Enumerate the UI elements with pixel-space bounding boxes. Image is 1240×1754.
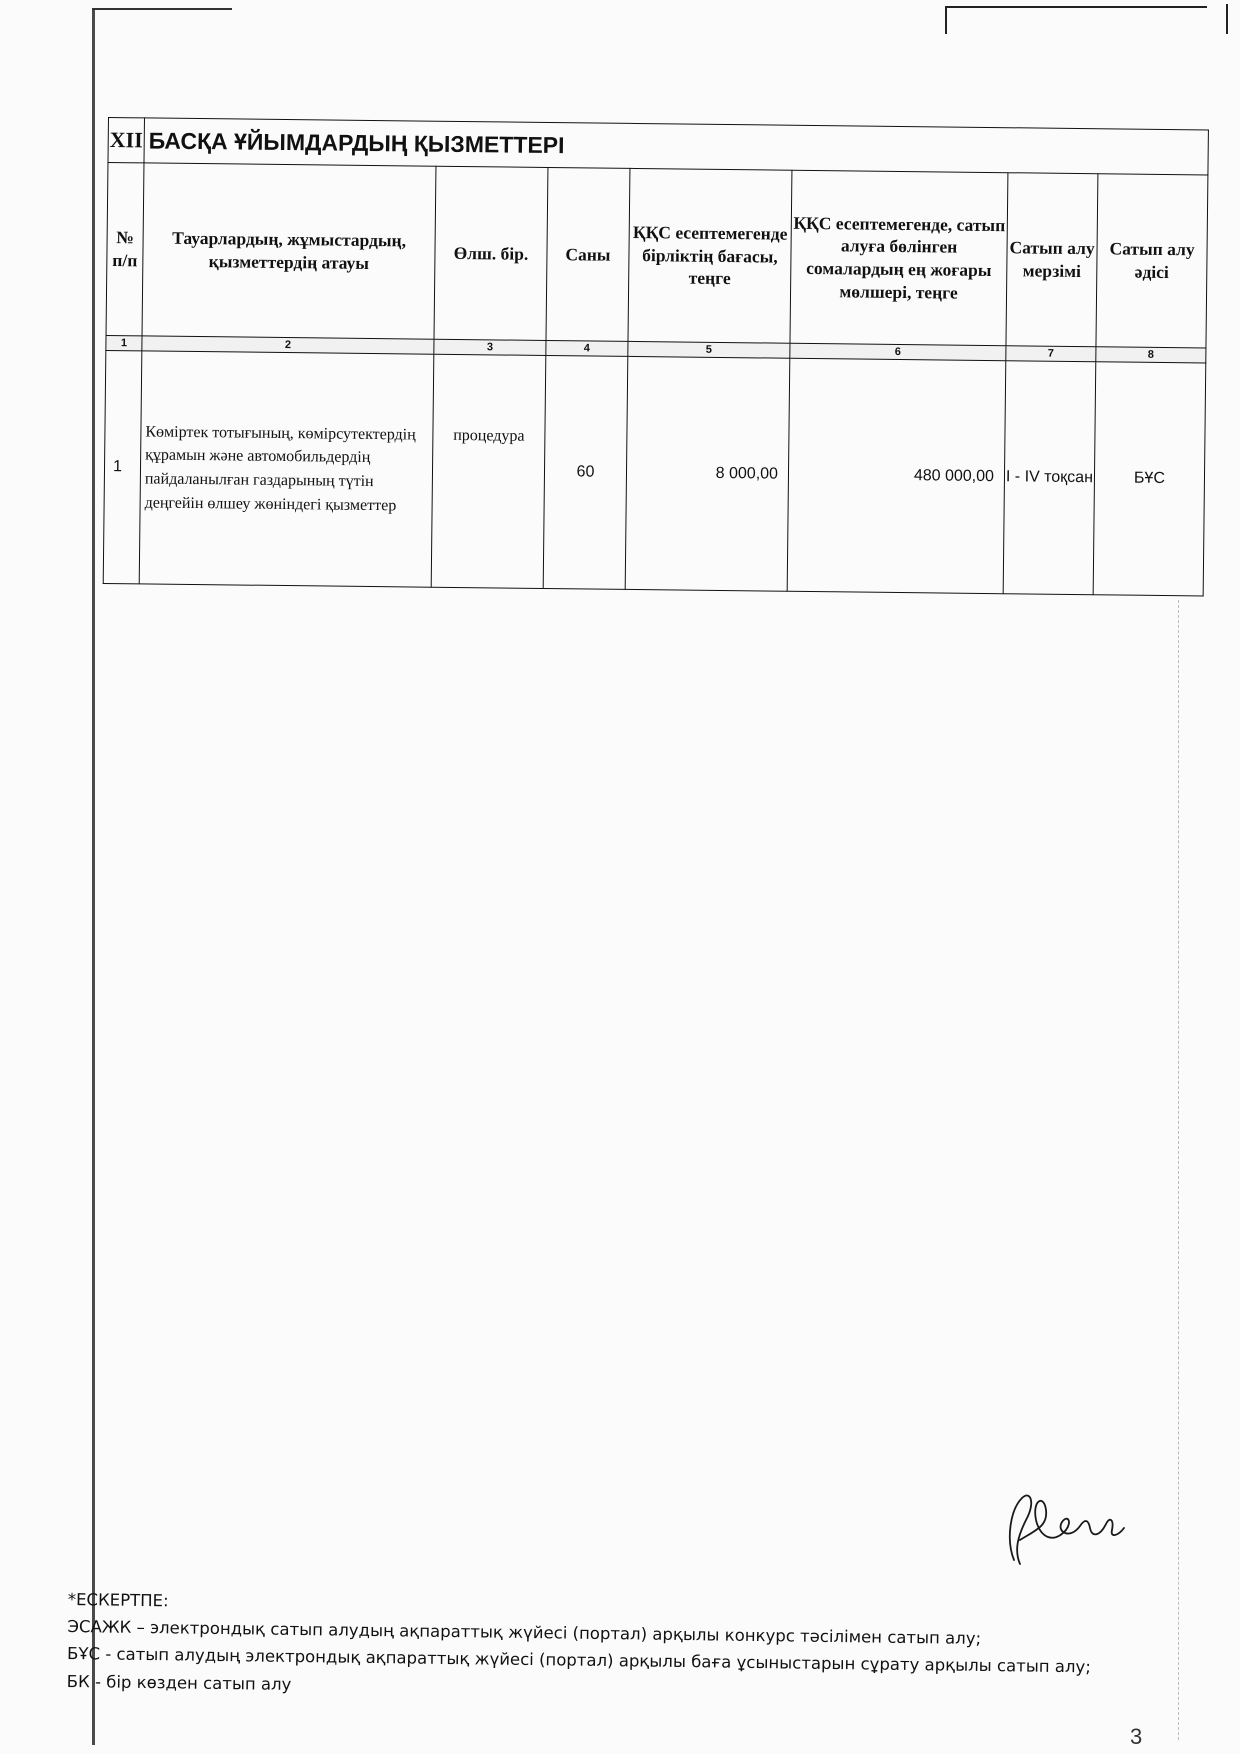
procurement-table (103, 117, 1209, 596)
column-index: 4 (546, 340, 628, 356)
scan-right-edge (1226, 4, 1228, 34)
row-quantity: 60 (543, 355, 628, 589)
header-period: Сатып алу мерзімі (1006, 173, 1098, 347)
handwritten-signature (996, 1480, 1126, 1570)
scan-dashed-line (1178, 600, 1180, 1740)
column-index: 8 (1096, 347, 1206, 363)
row-unit-price: 8 000,00 (625, 356, 790, 591)
notes-line-esazhk: ЭСАЖК – электрондық сатып алудың ақпараттық жүйесі (портал) арқылы конкурс тәсілімен сатып алу; (67, 1617, 982, 1649)
row-total-sum: 480 000,00 (787, 358, 1006, 593)
table-header-row (106, 163, 1208, 348)
notes-section (67, 1586, 1108, 1708)
header-sum: ҚҚС есептемегенде, сатып алуға бөлінген сомалардың ең жоғары мөлшері, теңге (790, 170, 1008, 345)
row-unit: процедура (431, 354, 546, 588)
header-name: Тауарлардың, жұмыстардың, қызметтердің атауы (142, 163, 436, 339)
table-row (103, 350, 1206, 595)
header-method: Сатып алу әдісі (1096, 174, 1208, 348)
scan-corner-mark (945, 6, 1207, 34)
page-number: 3 (1130, 1724, 1143, 1749)
header-num: № п/п (106, 163, 144, 336)
procurement-table-wrapper (103, 117, 1208, 596)
scan-left-edge (92, 10, 95, 1745)
column-index: 6 (790, 343, 1006, 360)
header-price: ҚҚС есептемегенде бірліктің бағасы, теңге (628, 168, 792, 343)
section-title: БАСҚА ҰЙЫМДАРДЫҢ ҚЫЗМЕТТЕРІ (144, 118, 1208, 175)
column-index: 5 (628, 341, 790, 358)
column-index: 1 (106, 335, 142, 350)
header-unit: Өлш. бір. (434, 166, 548, 340)
scan-top-edge (92, 8, 232, 10)
row-method: БҰС (1093, 362, 1206, 596)
row-period: I - IV тоқсан (1003, 361, 1096, 595)
column-index: 2 (142, 336, 434, 354)
notes-title: *ЕСКЕРТПЕ: (67, 1589, 169, 1611)
header-qty: Саны (546, 167, 630, 341)
column-index: 3 (434, 339, 546, 355)
notes-line-bus: БҰС - сатып алудың электрондық ақпараттық жүйесі (портал) арқылы баға ұсыныстарын сұрату арқылы сатып алу; БК - бір көзден сатып алу (66, 1644, 1091, 1694)
row-item-name: Көміртек тотығының, көмірсутектердің құрамын және автомобильдердің пайдаланылған газдарының түтін деңгейін өлшеу жөніндегі қызметтер (139, 351, 434, 587)
column-index: 7 (1006, 346, 1096, 362)
row-number: 1 (103, 350, 142, 583)
section-number: XII (108, 118, 145, 163)
